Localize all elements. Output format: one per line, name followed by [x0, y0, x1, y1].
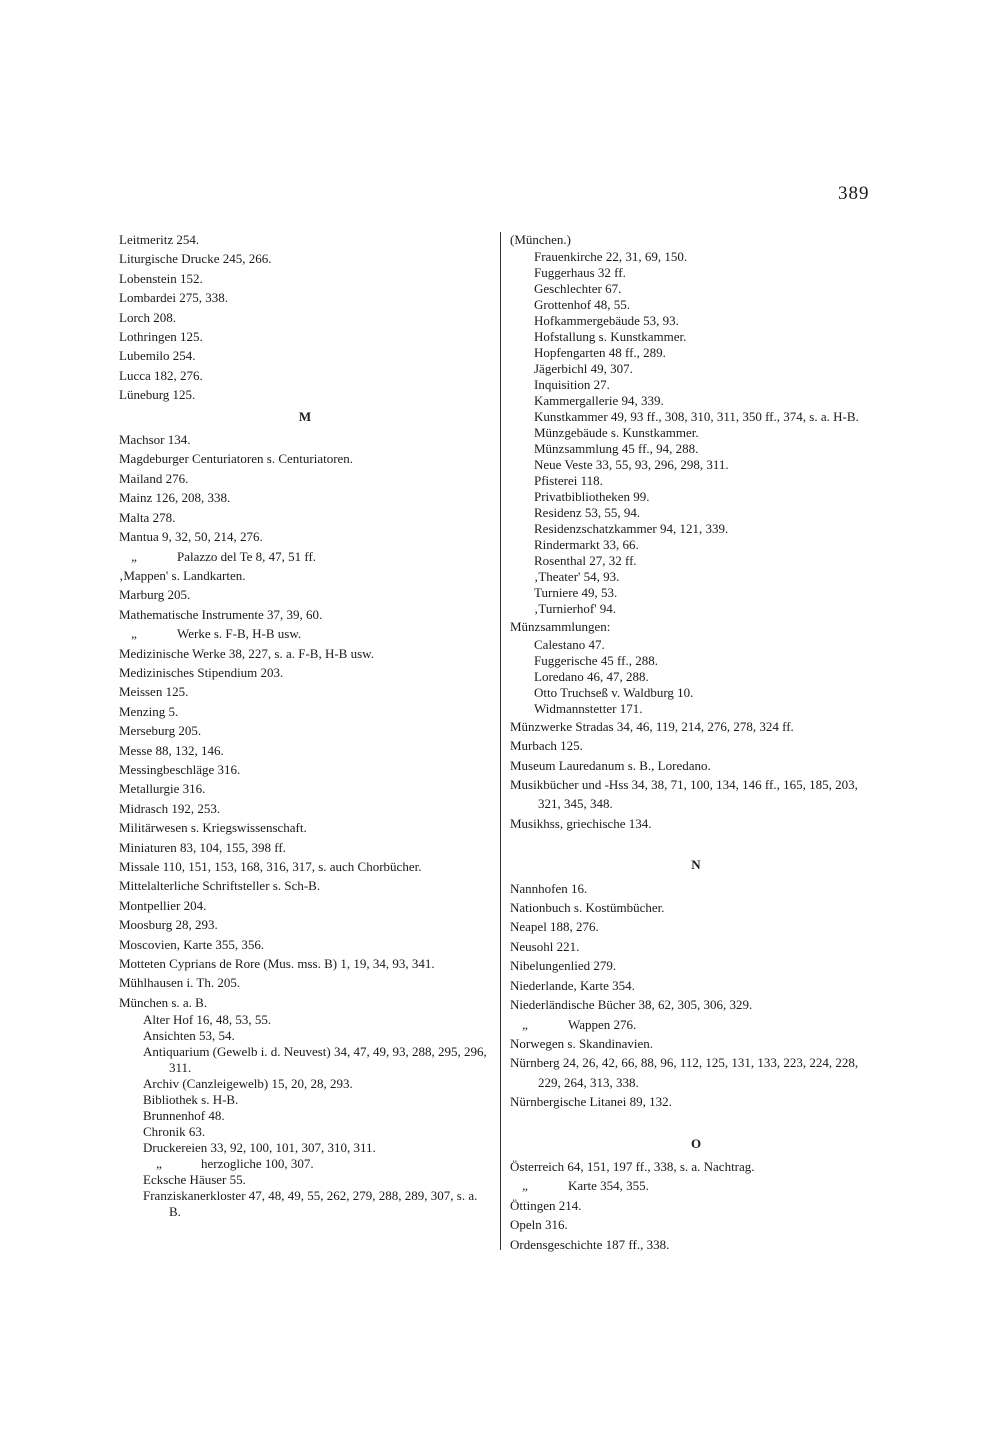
index-entry-text: Mathematische Instrumente 37, 39, 60.: [119, 606, 323, 622]
index-entry-text: Jägerbichl 49, 307.: [534, 361, 633, 377]
index-entry-text: Lobenstein 152.: [119, 270, 203, 286]
index-entry: [119, 682, 491, 701]
index-entry: [119, 566, 491, 585]
index-entry-text: Grottenhof 48, 55.: [534, 297, 631, 313]
index-entry-text: Metallurgie 316.: [119, 781, 206, 797]
index-entry: [510, 329, 882, 345]
index-entry: [119, 1028, 491, 1044]
index-entry: [119, 741, 491, 760]
index-entry-text: Mainz 126, 208, 338.: [119, 490, 231, 506]
index-entry: [119, 973, 491, 992]
index-entry: [510, 569, 882, 585]
index-entry: [510, 345, 882, 361]
index-entry: [510, 409, 882, 425]
right-column: [510, 230, 882, 1254]
index-entry: [119, 663, 491, 682]
index-entry-text: Fuggerische 45 ff., 288.: [534, 652, 658, 668]
index-entry: [119, 954, 491, 973]
index-entry-text: Ordensgeschichte 187 ff., 338.: [510, 1236, 670, 1252]
index-entry-text: ‚Turnierhof' 94.: [534, 601, 617, 617]
index-entry-text: Münzgebäude s. Kunstkammer.: [534, 425, 699, 441]
index-entry: [119, 327, 491, 346]
index-entry-text: Mantua 9, 32, 50, 214, 276.: [119, 529, 263, 545]
index-entry: [510, 521, 882, 537]
index-entry-text: Midrasch 192, 253.: [119, 800, 221, 816]
index-entry: [119, 838, 491, 857]
index-entry: [119, 469, 491, 488]
index-entry: [510, 553, 882, 569]
index-entry-text: Öttingen 214.: [510, 1197, 582, 1213]
index-entry: [119, 1172, 491, 1188]
index-entry-text: Geschlechter 67.: [534, 281, 622, 297]
index-entry-munzsammlungen: Münzsammlungen:: [510, 619, 611, 635]
index-entry-text: Antiquarium (Gewelb i. d. Neuvest) 34, 47, 49, 93, 288, 295, 296, 311.: [143, 1044, 487, 1076]
index-entry-text: Widmannstetter 171.: [534, 700, 643, 716]
section-letter-m: M: [298, 408, 312, 424]
index-entry-text: Montpellier 204.: [119, 897, 207, 913]
index-entry: [119, 857, 491, 876]
index-entry: [119, 624, 491, 643]
index-entry: [510, 736, 882, 755]
index-entry-text: Archiv (Canzleigewelb) 15, 20, 28, 293.: [143, 1076, 353, 1092]
index-entry-text: Bibliothek s. H-B.: [143, 1092, 239, 1108]
index-entry: [119, 547, 491, 566]
index-entry: [510, 814, 882, 833]
ditto-mark: „: [131, 626, 137, 642]
index-entry: [510, 1092, 882, 1111]
index-entry: [119, 1076, 491, 1092]
index-entry: [510, 457, 882, 473]
index-entry: [119, 430, 491, 449]
column-divider: [500, 232, 501, 1250]
index-entry: [510, 1215, 882, 1234]
index-entry: [510, 898, 882, 917]
index-entry-text: Nürnbergische Litanei 89, 132.: [510, 1094, 672, 1110]
ditto-mark: „: [522, 1178, 528, 1194]
index-entry-text: Messe 88, 132, 146.: [119, 742, 224, 758]
index-entry-text: Alter Hof 16, 48, 53, 55.: [143, 1012, 272, 1028]
index-entry-text: Privatbibliotheken 99.: [534, 489, 650, 505]
index-entry-text: Leitmeritz 254.: [119, 232, 200, 247]
index-entry: [119, 1108, 491, 1124]
index-entry: [119, 527, 491, 546]
index-entry: [119, 449, 491, 468]
index-entry-text: Frauenkirche 22, 31, 69, 150.: [534, 249, 688, 265]
index-entry: [510, 265, 882, 281]
index-entry-text: Medizinische Werke 38, 227, s. a. F-B, H-B usw.: [119, 645, 374, 661]
index-entry: [119, 760, 491, 779]
index-entry: [510, 685, 882, 701]
index-entry-text: Münzsammlung 45 ff., 94, 288.: [534, 441, 699, 457]
index-entry-text: Turniere 49, 53.: [534, 585, 618, 601]
index-entry-text: Karte 354, 355.: [568, 1178, 649, 1194]
index-entry-text: Österreich 64, 151, 197 ff., 338, s. a. Nachtrag.: [510, 1158, 755, 1174]
index-entry-text: Residenzschatzkammer 94, 121, 339.: [534, 521, 729, 537]
index-entry: [510, 976, 882, 995]
index-entry-text: Kunstkammer 49, 93 ff., 308, 310, 311, 350 ff., 374, s. a. H-B.: [534, 409, 859, 425]
index-entry: [119, 585, 491, 604]
page-number: 389: [838, 183, 870, 204]
index-entry-text: Lothringen 125.: [119, 329, 203, 345]
index-entry: [510, 637, 882, 653]
index-entry: [119, 249, 491, 268]
index-entry-text: Neapel 188, 276.: [510, 919, 599, 935]
index-group-munzsammlungen: [510, 637, 882, 717]
index-entry-text: Kammergallerie 94, 339.: [534, 393, 664, 409]
index-entry-text: ‚Mappen' s. Landkarten.: [119, 567, 246, 583]
index-entry: [510, 1176, 882, 1195]
index-entry-text: Norwegen s. Skandinavien.: [510, 1035, 653, 1051]
index-entry-text: Moscovien, Karte 355, 356.: [119, 936, 265, 952]
index-group-munchen-right: [510, 249, 882, 617]
index-entry-text: Niederlande, Karte 354.: [510, 977, 635, 993]
index-entry: [119, 779, 491, 798]
index-entry: [510, 473, 882, 489]
index-entry: [510, 701, 882, 717]
index-group-m-end: [510, 717, 882, 833]
index-entry: [510, 756, 882, 775]
index-entry-text: Miniaturen 83, 104, 155, 398 ff.: [119, 839, 286, 855]
index-entry: [510, 393, 882, 409]
index-group-l: [119, 230, 491, 405]
index-entry-text: Marburg 205.: [119, 587, 191, 603]
index-entry: [119, 721, 491, 740]
index-entry-text: Calestano 47.: [534, 636, 605, 652]
index-entry-text: Niederländische Bücher 38, 62, 305, 306, 329.: [510, 997, 753, 1013]
index-entry: [119, 644, 491, 663]
index-entry: [119, 230, 491, 249]
index-group-munchen-left: [119, 1012, 491, 1220]
index-entry: [119, 1012, 491, 1028]
ditto-mark: „: [131, 548, 137, 564]
index-entry-text: Missale 110, 151, 153, 168, 316, 317, s. auch Chorbücher.: [119, 859, 422, 874]
index-entry: [119, 346, 491, 365]
index-entry: [510, 601, 882, 617]
index-entry-text: Lucca 182, 276.: [119, 367, 203, 383]
index-entry: [510, 956, 882, 975]
index-entry: [119, 385, 491, 404]
index-entry-text: Druckereien 33, 92, 100, 101, 307, 310, 311.: [143, 1140, 376, 1156]
index-entry-text: Menzing 5.: [119, 703, 179, 719]
index-entry: [119, 1092, 491, 1108]
index-entry-text: Ecksche Häuser 55.: [143, 1172, 246, 1188]
index-entry-text: Lubemilo 254.: [119, 348, 196, 364]
index-entry-text: Rindermarkt 33, 66.: [534, 537, 639, 553]
index-entry: [119, 876, 491, 895]
index-entry: [510, 937, 882, 956]
index-entry-text: Neusohl 221.: [510, 938, 580, 954]
index-entry-text: Lorch 208.: [119, 309, 177, 325]
index-entry-text: Residenz 53, 55, 94.: [534, 505, 641, 521]
index-entry: [119, 935, 491, 954]
index-entry: [119, 269, 491, 288]
section-letter-n: N: [691, 857, 701, 873]
index-entry: [510, 281, 882, 297]
index-entry: [119, 508, 491, 527]
index-entry-text: Magdeburger Centuriatoren s. Centuriatoren.: [119, 451, 354, 467]
index-entry-text: Musikbücher und -Hss 34, 38, 71, 100, 134, 146 ff., 165, 185, 203, 321, 345, 348.: [510, 777, 858, 812]
index-entry: [510, 1157, 882, 1176]
index-entry-text: Neue Veste 33, 55, 93, 296, 298, 311.: [534, 457, 729, 473]
index-entry: [119, 1156, 491, 1172]
index-entry: [510, 1235, 882, 1254]
index-group-o: [510, 1157, 882, 1254]
index-entry: [119, 488, 491, 507]
index-entry-text: München s. a. B.: [119, 994, 208, 1010]
index-entry: [510, 537, 882, 553]
index-entry-text: Inquisition 27.: [534, 377, 610, 393]
index-entry-text: Hofkammergebäude 53, 93.: [534, 313, 679, 329]
index-entry-text: Moosburg 28, 293.: [119, 917, 218, 933]
index-entry: [510, 879, 882, 898]
index-entry-text: Fuggerhaus 32 ff.: [534, 265, 626, 281]
index-entry: [119, 366, 491, 385]
index-entry: [510, 1015, 882, 1034]
index-entry: [119, 818, 491, 837]
index-entry: [119, 605, 491, 624]
index-entry-text: Lombardei 275, 338.: [119, 290, 229, 306]
index-entry-text: Malta 278.: [119, 509, 176, 525]
index-entry-text: Motteten Cyprians de Rore (Mus. mss. B) 1, 19, 34, 93, 341.: [119, 956, 435, 972]
index-entry-text: Werke s. F-B, H-B usw.: [177, 626, 302, 642]
index-entry: [119, 799, 491, 818]
index-entry-text: Merseburg 205.: [119, 723, 202, 739]
index-continuation-header: (München.): [510, 232, 572, 247]
index-entry: [119, 1140, 491, 1156]
index-entry: [510, 775, 882, 814]
index-entry-text: Nibelungenlied 279.: [510, 958, 617, 974]
index-entry: [510, 917, 882, 936]
index-entry: [119, 896, 491, 915]
ditto-mark: „: [522, 1016, 528, 1032]
index-entry-text: Meissen 125.: [119, 684, 189, 700]
index-entry: [510, 249, 882, 265]
index-entry-text: Machsor 134.: [119, 432, 191, 448]
index-entry: [119, 993, 491, 1012]
index-group-m: [119, 430, 491, 1012]
index-entry-text: Brunnenhof 48.: [143, 1108, 225, 1124]
index-entry-text: ‚Theater' 54, 93.: [534, 569, 620, 585]
index-entry: [119, 915, 491, 934]
index-entry-text: herzogliche 100, 307.: [201, 1156, 314, 1172]
index-entry: [119, 288, 491, 307]
index-entry-text: Franziskanerkloster 47, 48, 49, 55, 262, 279, 288, 289, 307, s. a. B.: [143, 1188, 478, 1220]
index-entry-text: Museum Lauredanum s. B., Loredano.: [510, 757, 711, 773]
index-entry: [510, 669, 882, 685]
index-entry-text: Loredano 46, 47, 288.: [534, 668, 649, 684]
index-entry: [510, 653, 882, 669]
index-entry: [119, 702, 491, 721]
index-entry: [510, 505, 882, 521]
index-entry: [510, 1196, 882, 1215]
index-entry: [510, 441, 882, 457]
index-entry: [510, 1053, 882, 1092]
index-entry: [119, 1044, 491, 1076]
left-column: [119, 230, 491, 1220]
section-letter-o: O: [690, 1135, 702, 1151]
index-entry-text: Ansichten 53, 54.: [143, 1028, 235, 1044]
index-entry: [510, 377, 882, 393]
index-entry: [119, 1188, 491, 1220]
index-entry-text: Mühlhausen i. Th. 205.: [119, 975, 241, 991]
index-entry: [510, 425, 882, 441]
index-entry-text: Hopfengarten 48 ff., 289.: [534, 345, 666, 361]
index-entry-text: Pfisterei 118.: [534, 473, 603, 489]
index-entry-text: Musikhss, griechische 134.: [510, 815, 652, 831]
index-entry: [510, 361, 882, 377]
index-entry-text: Wappen 276.: [568, 1016, 637, 1032]
index-entry-text: Opeln 316.: [510, 1217, 568, 1233]
index-entry-text: Chronik 63.: [143, 1124, 206, 1140]
index-entry-text: Münzwerke Stradas 34, 46, 119, 214, 276, 278, 324 ff.: [510, 718, 794, 734]
index-entry-text: Otto Truchseß v. Waldburg 10.: [534, 684, 694, 700]
index-entry: [510, 717, 882, 736]
index-entry: [510, 489, 882, 505]
index-entry: [119, 308, 491, 327]
index-entry-text: Nationbuch s. Kostümbücher.: [510, 900, 665, 916]
index-entry-text: Liturgische Drucke 245, 266.: [119, 251, 272, 267]
index-entry-text: Palazzo del Te 8, 47, 51 ff.: [177, 548, 317, 564]
index-entry-text: Lüneburg 125.: [119, 387, 196, 403]
index-entry-text: Mittelalterliche Schriftsteller s. Sch-B.: [119, 878, 321, 894]
index-entry: [119, 1124, 491, 1140]
index-group-n: [510, 879, 882, 1112]
index-entry-text: Nürnberg 24, 26, 42, 66, 88, 96, 112, 125, 131, 133, 223, 224, 228, 229, 264, 313, 338.: [510, 1055, 859, 1090]
index-entry: [510, 313, 882, 329]
ditto-mark: „: [156, 1156, 162, 1172]
index-entry-text: Medizinisches Stipendium 203.: [119, 664, 284, 680]
index-entry-text: Militärwesen s. Kriegswissenschaft.: [119, 820, 307, 836]
index-entry: [510, 585, 882, 601]
index-entry-text: Messingbeschläge 316.: [119, 761, 241, 777]
index-entry: [510, 995, 882, 1014]
index-entry-text: Murbach 125.: [510, 738, 583, 754]
index-entry-text: Mailand 276.: [119, 470, 189, 486]
index-entry: [510, 297, 882, 313]
index-entry: [510, 1034, 882, 1053]
index-entry-text: Nannhofen 16.: [510, 880, 588, 896]
index-entry-text: Rosenthal 27, 32 ff.: [534, 553, 637, 569]
index-entry-text: Hofstallung s. Kunstkammer.: [534, 329, 687, 345]
